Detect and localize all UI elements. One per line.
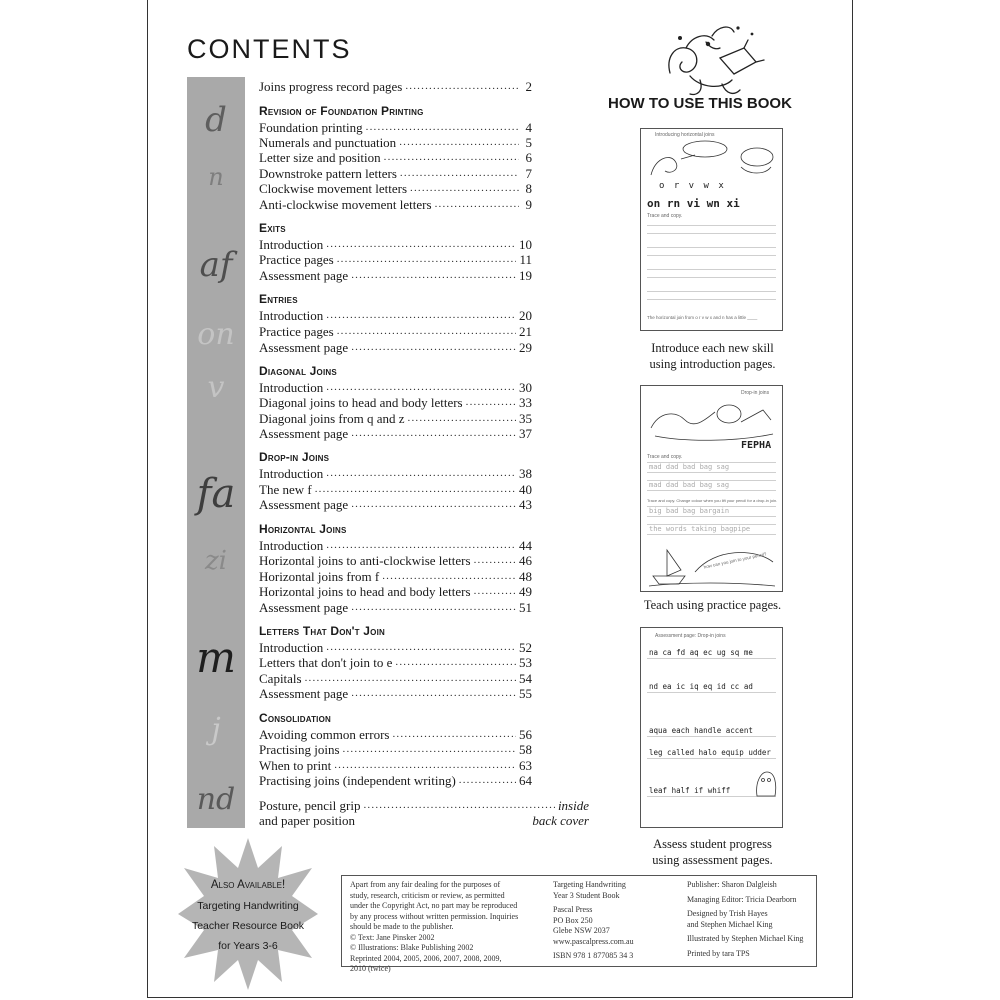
assessment-page-thumbnail [640,627,783,828]
thumb-instruction: Trace and copy. Change colour when you lift your pencil for a drop-in join. [647,498,778,503]
toc-entry: Introduction ..... 20 [259,308,532,323]
thumb-heading: Drop-in joins [741,390,770,396]
imprint-publisher-address: Targeting Handwriting Year 3 Student Book Pascal Press PO Box 250 Glebe NSW 2037 www.pascalpress.com.au ISBN 978 1 877085 34 3 [553,880,634,960]
toc-entry: Avoiding common errors ..... 56 [259,727,532,742]
imprint-box [341,875,817,973]
toc-section-heading: Revision of Foundation Printing [259,104,424,118]
toc-entry: Assessment page ..... 19 [259,268,532,283]
practice-page-thumbnail [640,385,783,592]
thumbnail-caption: Introduce each new skill using introduction pages. [649,341,776,371]
thumb-footnote: The horizontal join from o r v w x and n has a little ____ [647,315,758,320]
toc-entry: Horizontal joins to head and body letters ..... 49 [259,584,532,599]
toc-entry: Posture, pencil grip ..... inside [259,798,589,813]
toc-entry: Horizontal joins to anti-clockwise letters ..... 46 [259,553,532,568]
page-title: CONTENTS [187,34,352,64]
toc-entry: Letter size and position ..... 6 [259,150,532,165]
thumb-trace-row: mad dad bad bag sag [649,463,730,471]
toc-entry: Joins progress record pages ..... 2 [259,79,532,94]
toc-entry: Horizontal joins from f ..... 48 [259,569,532,584]
thumb-letters: o r v w x [659,181,726,191]
toc-entry: Introduction ..... 44 [259,538,532,553]
also-available-line: Targeting Handwriting [197,900,299,912]
thumb-trace-row: big bad bag bargain [649,507,730,515]
toc-entry: Introduction ..... 10 [259,237,532,252]
thumb-trace-row: mad dad bad bag sag [649,481,730,489]
toc-entry: When to print ..... 63 [259,758,532,773]
thumb-banner: how can you join to your pencil? [703,551,767,570]
toc-entry: Anti-clockwise movement letters ..... 9 [259,197,532,212]
imprint-copyright: Apart from any fair dealing for the purposes of study, research, criticism or review, as permitted under the Copyright Act, no part may be reproduced by any process without written permission. Inquiries should be made to the publisher. © Text: Jane Pinsker 2002 © Illustrations: Blake Publishing 2002 Reprinted 2004, 2005, 2006, 2007, 2008, 2009, 2010 (twice) [350,880,519,973]
mermaid-illustration-icon [645,139,779,179]
toc-entry: Practice pages ..... 21 [259,324,532,339]
monster-illustration-icon [753,768,779,798]
pirates-illustration-icon [645,398,779,442]
toc-entry: Assessment page ..... 29 [259,340,532,355]
strip-letter: j [211,712,221,747]
strip-letter: d [205,100,227,140]
toc-entry: Assessment page ..... 55 [259,686,532,701]
also-available-line: for Years 3-6 [218,940,278,952]
thumb-heading: Introducing horizontal joins [655,132,715,138]
toc-entry: Diagonal joins from q and z ..... 35 [259,411,532,426]
thumbnail-caption: Teach using practice pages. [643,598,782,612]
how-to-use-heading: HOW TO USE THIS BOOK [608,95,792,112]
thumb-words: aqua each handle accent [649,726,753,735]
strip-letter: zi [204,546,227,576]
strip-letter: af [199,245,233,285]
thumb-joins: nd ea ic iq eq id cc ad [649,682,753,691]
thumb-heading: Assessment page: Drop-in joins [655,633,726,639]
also-available-line: Teacher Resource Book [191,920,305,932]
toc-entry: Practice pages ..... 11 [259,252,532,267]
toc-section-heading: Diagonal Joins [259,364,337,378]
toc-section-heading: Exits [259,221,286,235]
toc-section-heading: Letters That Don't Join [259,624,385,638]
toc-entry: The new f ..... 40 [259,482,532,497]
strip-letter: m [196,633,236,682]
toc-entry: Practising joins ..... 58 [259,742,532,757]
thumb-trace-row: the words taking bagpipe [649,525,751,533]
toc-section-heading: Entries [259,292,298,306]
thumb-word: FEPHA [741,440,772,451]
toc-entry: Introduction ..... 30 [259,380,532,395]
toc-section-heading: Drop-in Joins [259,450,330,464]
toc-section-heading: Horizontal Joins [259,522,347,536]
toc-entry: Letters that don't join to e ..... 53 [259,655,532,670]
strip-letter: fa [196,471,236,517]
toc-entry: Foundation printing ..... 4 [259,120,532,135]
starburst-badge-icon [178,838,318,990]
toc-entry: Practising joins (independent writing) ..... 64 [259,773,532,788]
strip-letter: nd [196,782,236,817]
toc-section-heading: Consolidation [259,711,332,725]
also-available-label: Also Available! [210,879,286,891]
toc-entry: Numerals and punctuation ..... 5 [259,135,532,150]
thumb-words: leg called halo equip udder [649,748,771,757]
thumb-instruction: Trace and copy. [647,213,683,219]
toc-entry: Introduction ..... 52 [259,640,532,655]
thumb-words: leaf half if whiff [649,786,731,795]
thumb-joins: on rn vi wn xi [647,197,740,210]
introduction-page-thumbnail [640,128,783,331]
toc-entry: Clockwise movement letters ..... 8 [259,181,532,196]
toc-entry: Introduction ..... 38 [259,466,532,481]
toc-entry: Assessment page ..... 51 [259,600,532,615]
toc-entry: Assessment page ..... 37 [259,426,532,441]
strip-letter: v [207,370,225,405]
thumb-joins: na ca fd aq ec ug sq me [649,648,753,657]
toc-entry: Diagonal joins to head and body letters ..... 33 [259,395,532,410]
strip-letter: n [208,163,224,191]
thumb-instruction: Trace and copy. [647,454,683,460]
toc-entry: and paper position back cover [259,813,589,828]
thumbnail-caption: Assess student progress using assessment pages. [652,837,773,867]
toc-entry: Capitals ..... 54 [259,671,532,686]
imprint-credits: Publisher: Sharon Dalgleish Managing Editor: Tricia Dearborn Designed by Trish Hayes and Stephen Michael King Illustrated by Stephen Michael King Printed by tara TPS [687,880,804,958]
illustration-creature-icon [660,18,770,100]
strip-letter: on [197,317,235,352]
toc-entry: Downstroke pattern letters ..... 7 [259,166,532,181]
toc-entry: Assessment page ..... 43 [259,497,532,512]
